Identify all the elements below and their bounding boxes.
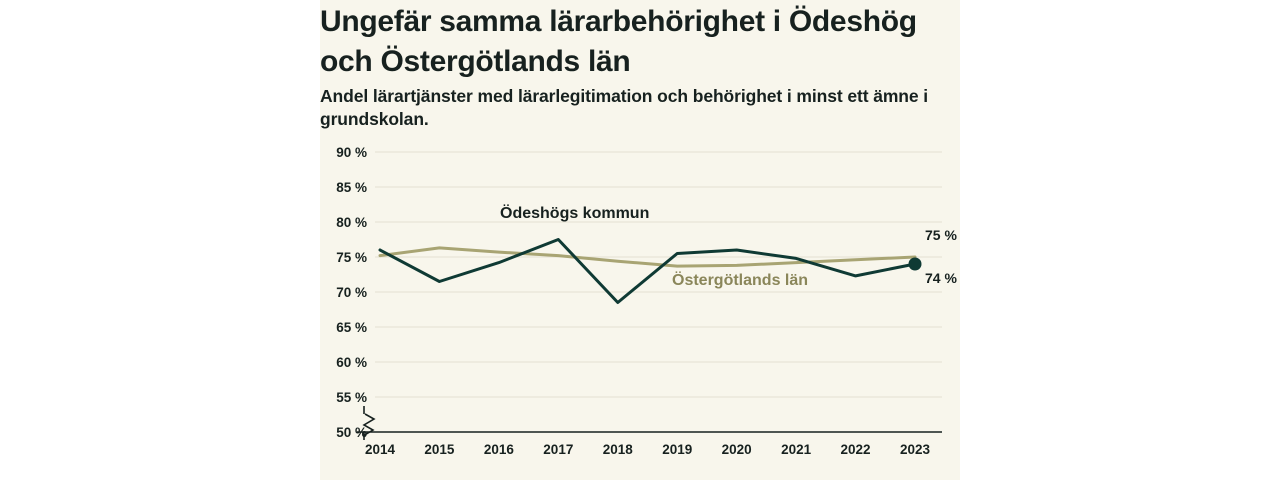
x-axis-tick-label: 2019 bbox=[662, 442, 693, 457]
x-axis-tick-label: 2014 bbox=[364, 442, 396, 457]
x-axis-tick-label: 2017 bbox=[543, 442, 574, 457]
line-chart bbox=[320, 140, 960, 470]
series-name-label: Östergötlands län bbox=[672, 272, 809, 289]
page-title: Ungefär samma lärarbehörighet i Ödeshög och Östergötlands län bbox=[320, 5, 917, 78]
series-end-value-label: 74 % bbox=[925, 270, 957, 286]
y-axis-tick-label: 80 % bbox=[336, 215, 367, 230]
y-axis-tick-label: 55 % bbox=[336, 390, 367, 405]
y-axis-tick-label: 65 % bbox=[336, 320, 367, 335]
chart-plot-area bbox=[320, 140, 960, 470]
y-axis-tick-label: 60 % bbox=[336, 355, 367, 370]
y-axis-tick-label: 85 % bbox=[336, 180, 367, 195]
x-axis-tick-label: 2020 bbox=[721, 442, 752, 457]
x-axis-tick-label: 2022 bbox=[840, 442, 871, 457]
y-axis-tick-label: 70 % bbox=[336, 285, 367, 300]
y-axis-tick-label: 90 % bbox=[336, 145, 367, 160]
page-subtitle: Andel lärartjänster med lärarlegitimation och behörighet i minst ett ämne i grundskolan. bbox=[320, 86, 929, 129]
series-end-value-label: 75 % bbox=[925, 227, 957, 243]
x-axis-tick-label: 2015 bbox=[424, 442, 455, 457]
y-axis-tick-label: 75 % bbox=[336, 250, 367, 265]
chart-card bbox=[320, 0, 960, 480]
y-axis-tick-label: 50 % bbox=[336, 425, 367, 440]
x-axis-tick-label: 2018 bbox=[602, 442, 633, 457]
x-axis-tick-label: 2016 bbox=[483, 442, 514, 457]
series-end-marker bbox=[909, 258, 922, 271]
series-name-label: Ödeshögs kommun bbox=[500, 204, 650, 222]
x-axis-tick-label: 2023 bbox=[899, 442, 931, 457]
x-axis-tick-label: 2021 bbox=[781, 442, 812, 457]
